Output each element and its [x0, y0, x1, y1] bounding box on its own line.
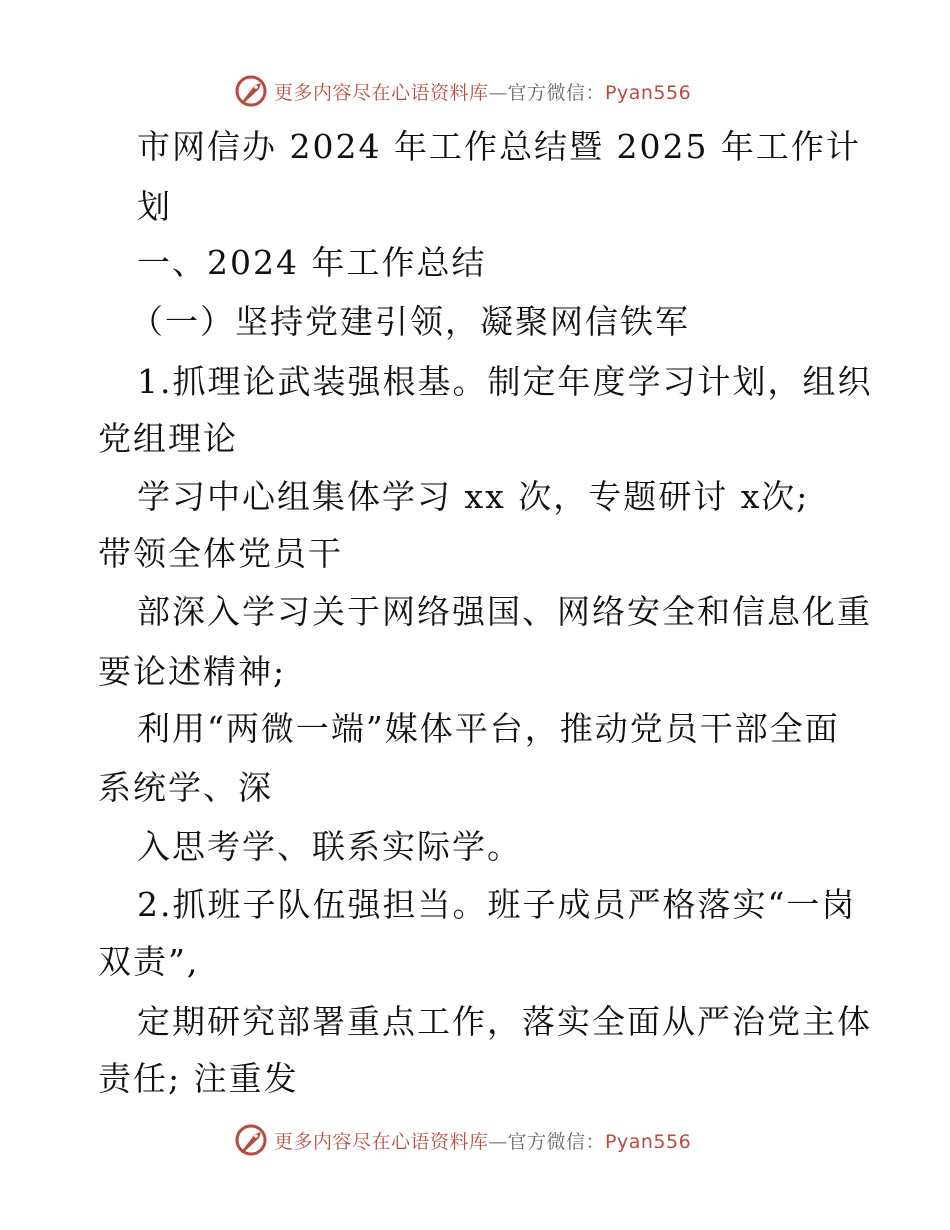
footer-watermark: [234, 1120, 691, 1160]
body-line: 定期研究部署重点工作，落实全面从严治党主体: [137, 1002, 872, 1041]
watermark-site-text: 更多内容尽在心语资料库: [274, 1130, 489, 1153]
body-line: 双责”,: [98, 942, 200, 981]
body-line: 责任; 注重发: [98, 1059, 299, 1098]
watermark-text: [274, 78, 691, 105]
body-line: 系统学、深: [98, 768, 273, 807]
watermark-wechat-label: 官方微信：: [507, 1130, 606, 1153]
watermark-wechat-id: Pyan556: [605, 1130, 692, 1153]
watermark-dash: —: [488, 81, 508, 104]
body-line: 入思考学、联系实际学。: [137, 827, 522, 866]
watermark-wechat-label: 官方微信：: [507, 81, 606, 104]
body-line: 党组理论: [98, 419, 238, 458]
watermark-site-text: 更多内容尽在心语资料库: [274, 81, 489, 104]
watermark-text: [274, 1127, 691, 1154]
body-line: 2.抓班子队伍强担当。班子成员严格落实“一岗: [137, 885, 857, 924]
body-line: 带领全体党员干: [98, 534, 343, 573]
header-watermark: [234, 71, 691, 111]
watermark-wechat-id: Pyan556: [605, 81, 692, 104]
body-line: 学习中心组集体学习 xx 次，专题研讨 x次;: [137, 477, 810, 516]
body-line: 利用“两微一端”媒体平台，推动党员干部全面: [137, 709, 840, 748]
subsection-heading: （一）坚持党建引领，凝聚网信铁军: [130, 302, 690, 341]
pen-nib-logo-icon: [234, 74, 268, 108]
body-line: 1.抓理论武装强根基。制定年度学习计划，组织: [137, 362, 873, 401]
document-title-line2: 划: [137, 187, 172, 226]
watermark-dash: —: [488, 1130, 508, 1153]
pen-nib-logo-icon: [234, 1123, 268, 1157]
document-title-line1: 市网信办 2024 年工作总结暨 2025 年工作计: [137, 127, 861, 166]
section-heading: 一、2024 年工作总结: [137, 243, 487, 282]
body-line: 要论述精神;: [98, 652, 287, 691]
body-line: 部深入学习关于网络强国、网络安全和信息化重: [137, 592, 872, 631]
